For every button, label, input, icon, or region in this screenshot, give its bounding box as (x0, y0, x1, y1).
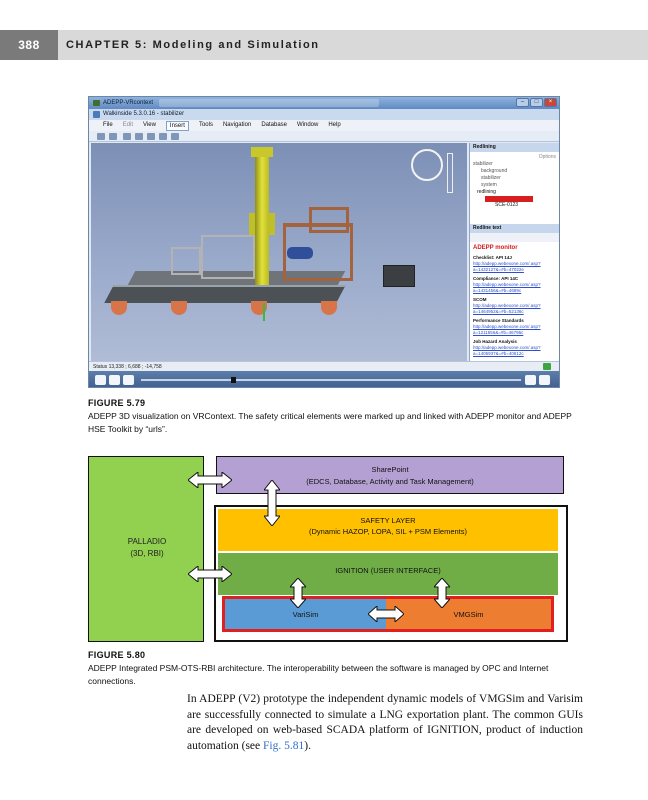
grey-structure-small (171, 247, 201, 275)
playback-bar (89, 371, 559, 388)
vmgsim-box (386, 596, 554, 632)
app-icon (93, 100, 100, 106)
document-titlebar (89, 109, 559, 120)
architecture-diagram (88, 456, 568, 642)
double-arrow-icon (188, 472, 232, 488)
menu-window: Window (297, 122, 319, 128)
vr-screenshot (88, 96, 560, 388)
menu-help: Help (328, 122, 341, 128)
tree-node: stabilizer (473, 161, 493, 167)
notes-title: ADEPP monitor (473, 245, 518, 251)
zoom-slider (447, 153, 453, 193)
ignition-box (218, 553, 558, 595)
orange-frame-upper (309, 207, 349, 233)
varisim-label: VariSim (292, 610, 319, 619)
tree-node: background (481, 168, 508, 174)
status-bar (89, 361, 559, 371)
measure-tool-icon (135, 133, 143, 140)
note-link: http://adepp.webexone.com/.asp?a=1405937&=#b=40612c (473, 345, 541, 356)
safety-label: SAFETY LAYER (360, 516, 416, 525)
running-header (0, 30, 648, 60)
note-heading: Compliance: API 14C (473, 276, 519, 281)
menu-view: View (143, 122, 156, 128)
axis-indicator (263, 303, 265, 321)
container-module (383, 265, 415, 287)
compass-icon (411, 149, 443, 181)
note-link: http://adepp.webexone.com/.asp?a=1432127&=#b=47022e (473, 261, 541, 272)
menu-insert: Insert (166, 121, 189, 131)
palladio-box (88, 456, 204, 642)
volume-icon (525, 375, 536, 385)
sharepoint-label: SharePoint (371, 465, 409, 474)
double-arrow-icon (188, 566, 232, 582)
tree-node-code: SCE-0123 (495, 202, 519, 208)
redline-text-toolbar (470, 233, 559, 242)
vertical-double-arrow-icon (264, 480, 280, 526)
timeline-track (141, 379, 521, 381)
window-title: Walkinside 5.3.0.16 - stabilizer (103, 111, 185, 117)
render-tool-icon (159, 133, 167, 140)
menu-file: File (103, 122, 113, 128)
maximize-icon: □ (530, 98, 543, 107)
move-tool-icon (147, 133, 155, 140)
close-icon: × (544, 98, 557, 107)
body-text-end: ). (304, 739, 311, 752)
note-heading: SCOM (473, 297, 487, 302)
tree-node: redlining (477, 189, 496, 195)
grey-structure (201, 235, 255, 279)
titlebar-tabs (159, 99, 379, 107)
blue-vessel (287, 247, 313, 259)
body-paragraph (187, 692, 583, 754)
play-icon (109, 375, 120, 385)
menu-database: Database (261, 122, 287, 128)
double-arrow-icon (368, 606, 404, 622)
app-titlebar (89, 97, 559, 109)
options-link: Options (538, 154, 556, 160)
walkinside-icon (93, 111, 100, 118)
body-text: In ADEPP (V2) prototype the independent dynamic models of VMGSim and Varisim are successfully connected to simulate a LNG exportation plant. The common GUIs are developed on web-based SCADA platform of IGNITION, product of induction automation (see (187, 693, 583, 752)
platform-deck (104, 285, 346, 303)
figure-label: FIGURE 5.79 (88, 398, 146, 408)
note-heading: Checklist: API 14J (473, 255, 512, 260)
menu-navigation: Navigation (222, 122, 252, 128)
tower-top (251, 147, 273, 157)
status-text: Status 13,338 ; 6,688 ; -14,758 (93, 364, 162, 370)
window-controls (516, 98, 557, 107)
menu-bar (89, 120, 559, 131)
redline-notes (470, 242, 559, 359)
ignition-label: IGNITION (USER INTERFACE) (335, 566, 441, 575)
forward-icon (123, 375, 134, 385)
timeline-knob (231, 377, 236, 383)
menu-tools: Tools (198, 122, 213, 128)
select-tool-icon (123, 133, 131, 140)
note-link: http://adepp.webexone.com/.asp?a=1464952&=#b=52136c (473, 303, 541, 314)
app-title: ADEPP-VRcontext (103, 100, 154, 106)
vertical-double-arrow-icon (434, 578, 450, 608)
side-panel (469, 143, 559, 361)
minimize-icon: – (516, 98, 529, 107)
chapter-title: CHAPTER 5: Modeling and Simulation (66, 39, 320, 51)
text-tool-icon (97, 133, 105, 140)
camera-tool-icon (171, 133, 179, 140)
figure-caption: ADEPP Integrated PSM-OTS-RBI architecture. The interoperability between the software is managed by OPC and Internet connections. (88, 663, 549, 686)
note-link: http://adepp.webexone.com/.asp?a=1431456&=#b=4689c (473, 282, 541, 293)
cursor-tool-icon (109, 133, 117, 140)
figure-caption: ADEPP 3D visualization on VRContext. The safety critical elements were marked up and linked with ADEPP monitor and ADEPP HSE Toolkit by “urls”. (88, 411, 572, 434)
page-number: 388 (0, 30, 58, 60)
tree-node: system (481, 182, 497, 188)
menu-edit: Edit (122, 122, 134, 128)
stabilizer-tower (255, 155, 269, 285)
sharepoint-sublabel: (EDCS, Database, Activity and Task Management) (306, 477, 474, 486)
vmgsim-label: VMGSim (453, 610, 484, 619)
vertical-double-arrow-icon (290, 578, 306, 608)
tree-node: stabilizer (481, 175, 501, 181)
figure-reference-link[interactable]: Fig. 5.81 (263, 739, 305, 752)
note-heading: Performance Standards (473, 318, 524, 323)
note-link: http://adepp.webexone.com/.asp?a=1211656&=#b=46796c (473, 324, 541, 335)
note-heading: Job Hazard Analysis (473, 339, 517, 344)
rewind-icon (95, 375, 106, 385)
status-ok-icon (543, 363, 551, 370)
redlining-panel-header: Redlining (470, 143, 559, 152)
3d-viewport (91, 143, 467, 361)
palladio-sublabel: (3D, RBI) (130, 549, 164, 558)
redline-text-header: Redline text (470, 224, 559, 233)
palladio-label: PALLADIO (127, 537, 167, 546)
figure-label: FIGURE 5.80 (88, 650, 146, 660)
scene-tree (470, 152, 559, 224)
safety-sublabel: (Dynamic HAZOP, LOPA, SIL + PSM Elements) (308, 527, 468, 536)
toolbar (89, 131, 559, 142)
fullscreen-icon (539, 375, 550, 385)
